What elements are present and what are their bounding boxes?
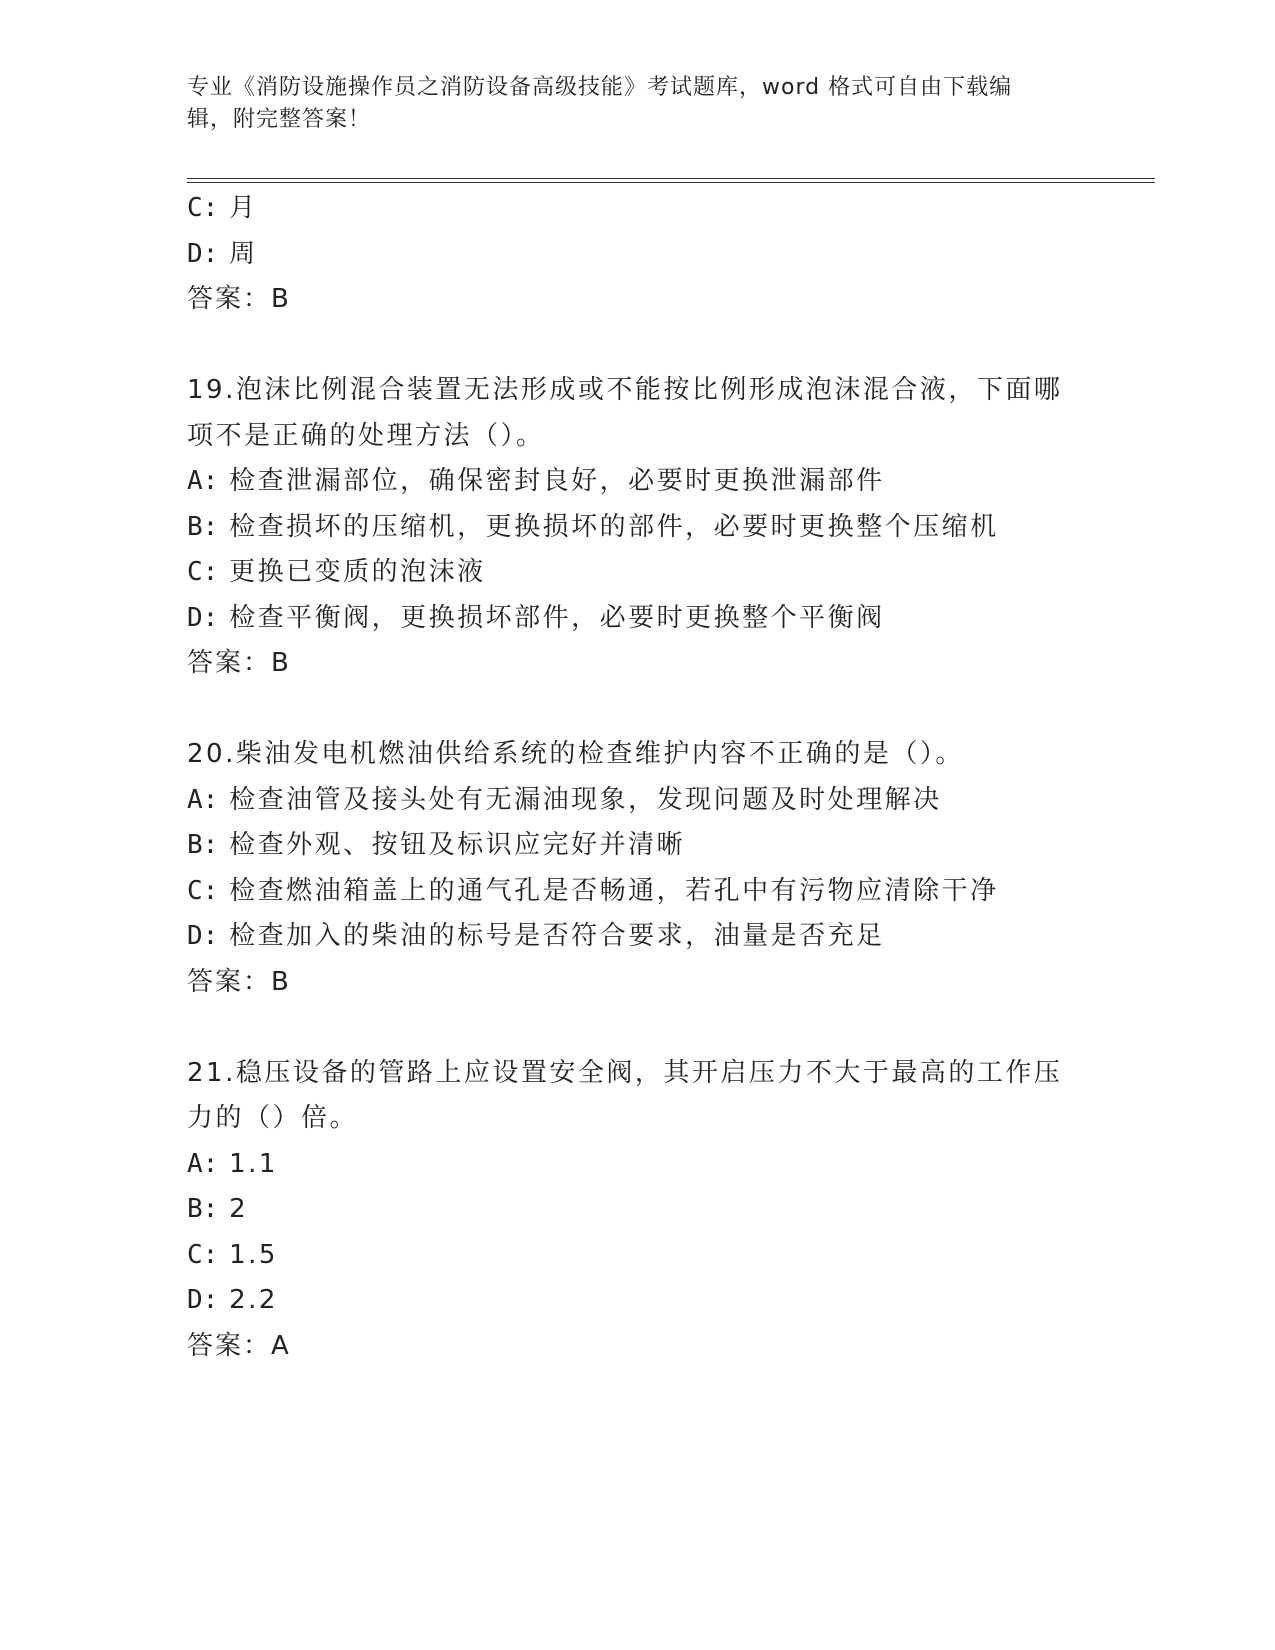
option-b <box>187 823 1087 869</box>
option-c <box>187 1233 1087 1279</box>
option-text: 月 <box>229 193 258 223</box>
option-text: 检查平衡阀，更换损坏部件，必要时更换整个平衡阀 <box>229 602 885 633</box>
question-stem-line: 力的（）倍。 <box>187 1103 359 1133</box>
option-b <box>187 505 1087 551</box>
question-list <box>187 186 1087 1369</box>
option-text: 更换已变质的泡沫液 <box>229 557 486 587</box>
option-letter: D: <box>187 1285 219 1315</box>
option-letter: A: <box>187 466 219 496</box>
option-letter: B: <box>187 830 219 860</box>
spacer <box>187 687 1087 733</box>
option-c <box>187 550 1087 596</box>
option-text: 2 <box>229 1194 249 1224</box>
option-letter: C: <box>187 557 219 587</box>
spacer <box>187 323 1087 369</box>
option-letter: A: <box>187 1148 219 1179</box>
question-stem-line: 21.稳压设备的管路上应设置安全阀，其开启压力不大于最高的工作压 <box>187 1057 1063 1088</box>
header-line-1: 专业《消防设施操作员之消防设备高级技能》考试题库，word 格式可自由下载编 <box>187 75 1013 100</box>
option-text: 检查损坏的压缩机，更换损坏的部件，必要时更换整个压缩机 <box>229 511 999 542</box>
option-d <box>187 596 1087 642</box>
option-letter: C: <box>187 875 219 906</box>
option-a <box>187 778 1087 824</box>
question-21 <box>187 1051 1087 1370</box>
option-d <box>187 232 1087 278</box>
option-text: 2.2 <box>229 1285 278 1315</box>
option-d <box>187 914 1087 960</box>
option-text: 周 <box>229 238 258 269</box>
option-d <box>187 1278 1087 1324</box>
option-a <box>187 1142 1087 1188</box>
answer-line: 答案：A <box>187 1330 291 1361</box>
option-text: 1.1 <box>229 1148 278 1179</box>
option-text: 检查油管及接头处有无漏油现象，发现问题及时处理解决 <box>229 784 942 815</box>
header-divider-bottom <box>187 182 1155 183</box>
option-text: 检查加入的柴油的标号是否符合要求，油量是否充足 <box>229 921 885 951</box>
header-line-2: 辑，附完整答案！ <box>187 107 372 132</box>
question-stem-line: 项不是正确的处理方法（）。 <box>187 420 545 451</box>
option-letter: D: <box>187 602 219 633</box>
question-19 <box>187 368 1087 687</box>
answer-line: 答案：B <box>187 284 291 314</box>
question-stem-line: 20.柴油发电机燃油供给系统的检查维护内容不正确的是（）。 <box>187 739 964 769</box>
header-divider-top <box>187 178 1155 179</box>
option-letter: C: <box>187 193 219 223</box>
option-letter: B: <box>187 511 219 542</box>
answer-line: 答案：B <box>187 966 291 997</box>
answer-line: 答案：B <box>187 648 291 678</box>
option-letter: D: <box>187 238 219 269</box>
option-b <box>187 1187 1087 1233</box>
option-letter: A: <box>187 784 219 815</box>
option-text: 检查泄漏部位，确保密封良好，必要时更换泄漏部件 <box>229 466 885 496</box>
question-20 <box>187 732 1087 1005</box>
option-c <box>187 869 1087 915</box>
option-letter: D: <box>187 921 219 951</box>
option-text: 检查燃油箱盖上的通气孔是否畅通，若孔中有污物应清除干净 <box>229 875 999 906</box>
option-letter: B: <box>187 1194 219 1224</box>
option-c <box>187 186 1087 232</box>
question-18-continued <box>187 186 1087 323</box>
option-a <box>187 459 1087 505</box>
option-text: 1.5 <box>229 1239 278 1270</box>
question-stem-line: 19.泡沫比例混合装置无法形成或不能按比例形成泡沫混合液，下面哪 <box>187 375 1063 405</box>
spacer <box>187 1005 1087 1051</box>
document-header <box>187 72 1067 136</box>
option-text: 检查外观、按钮及标识应完好并清晰 <box>229 830 686 860</box>
option-letter: C: <box>187 1239 219 1270</box>
